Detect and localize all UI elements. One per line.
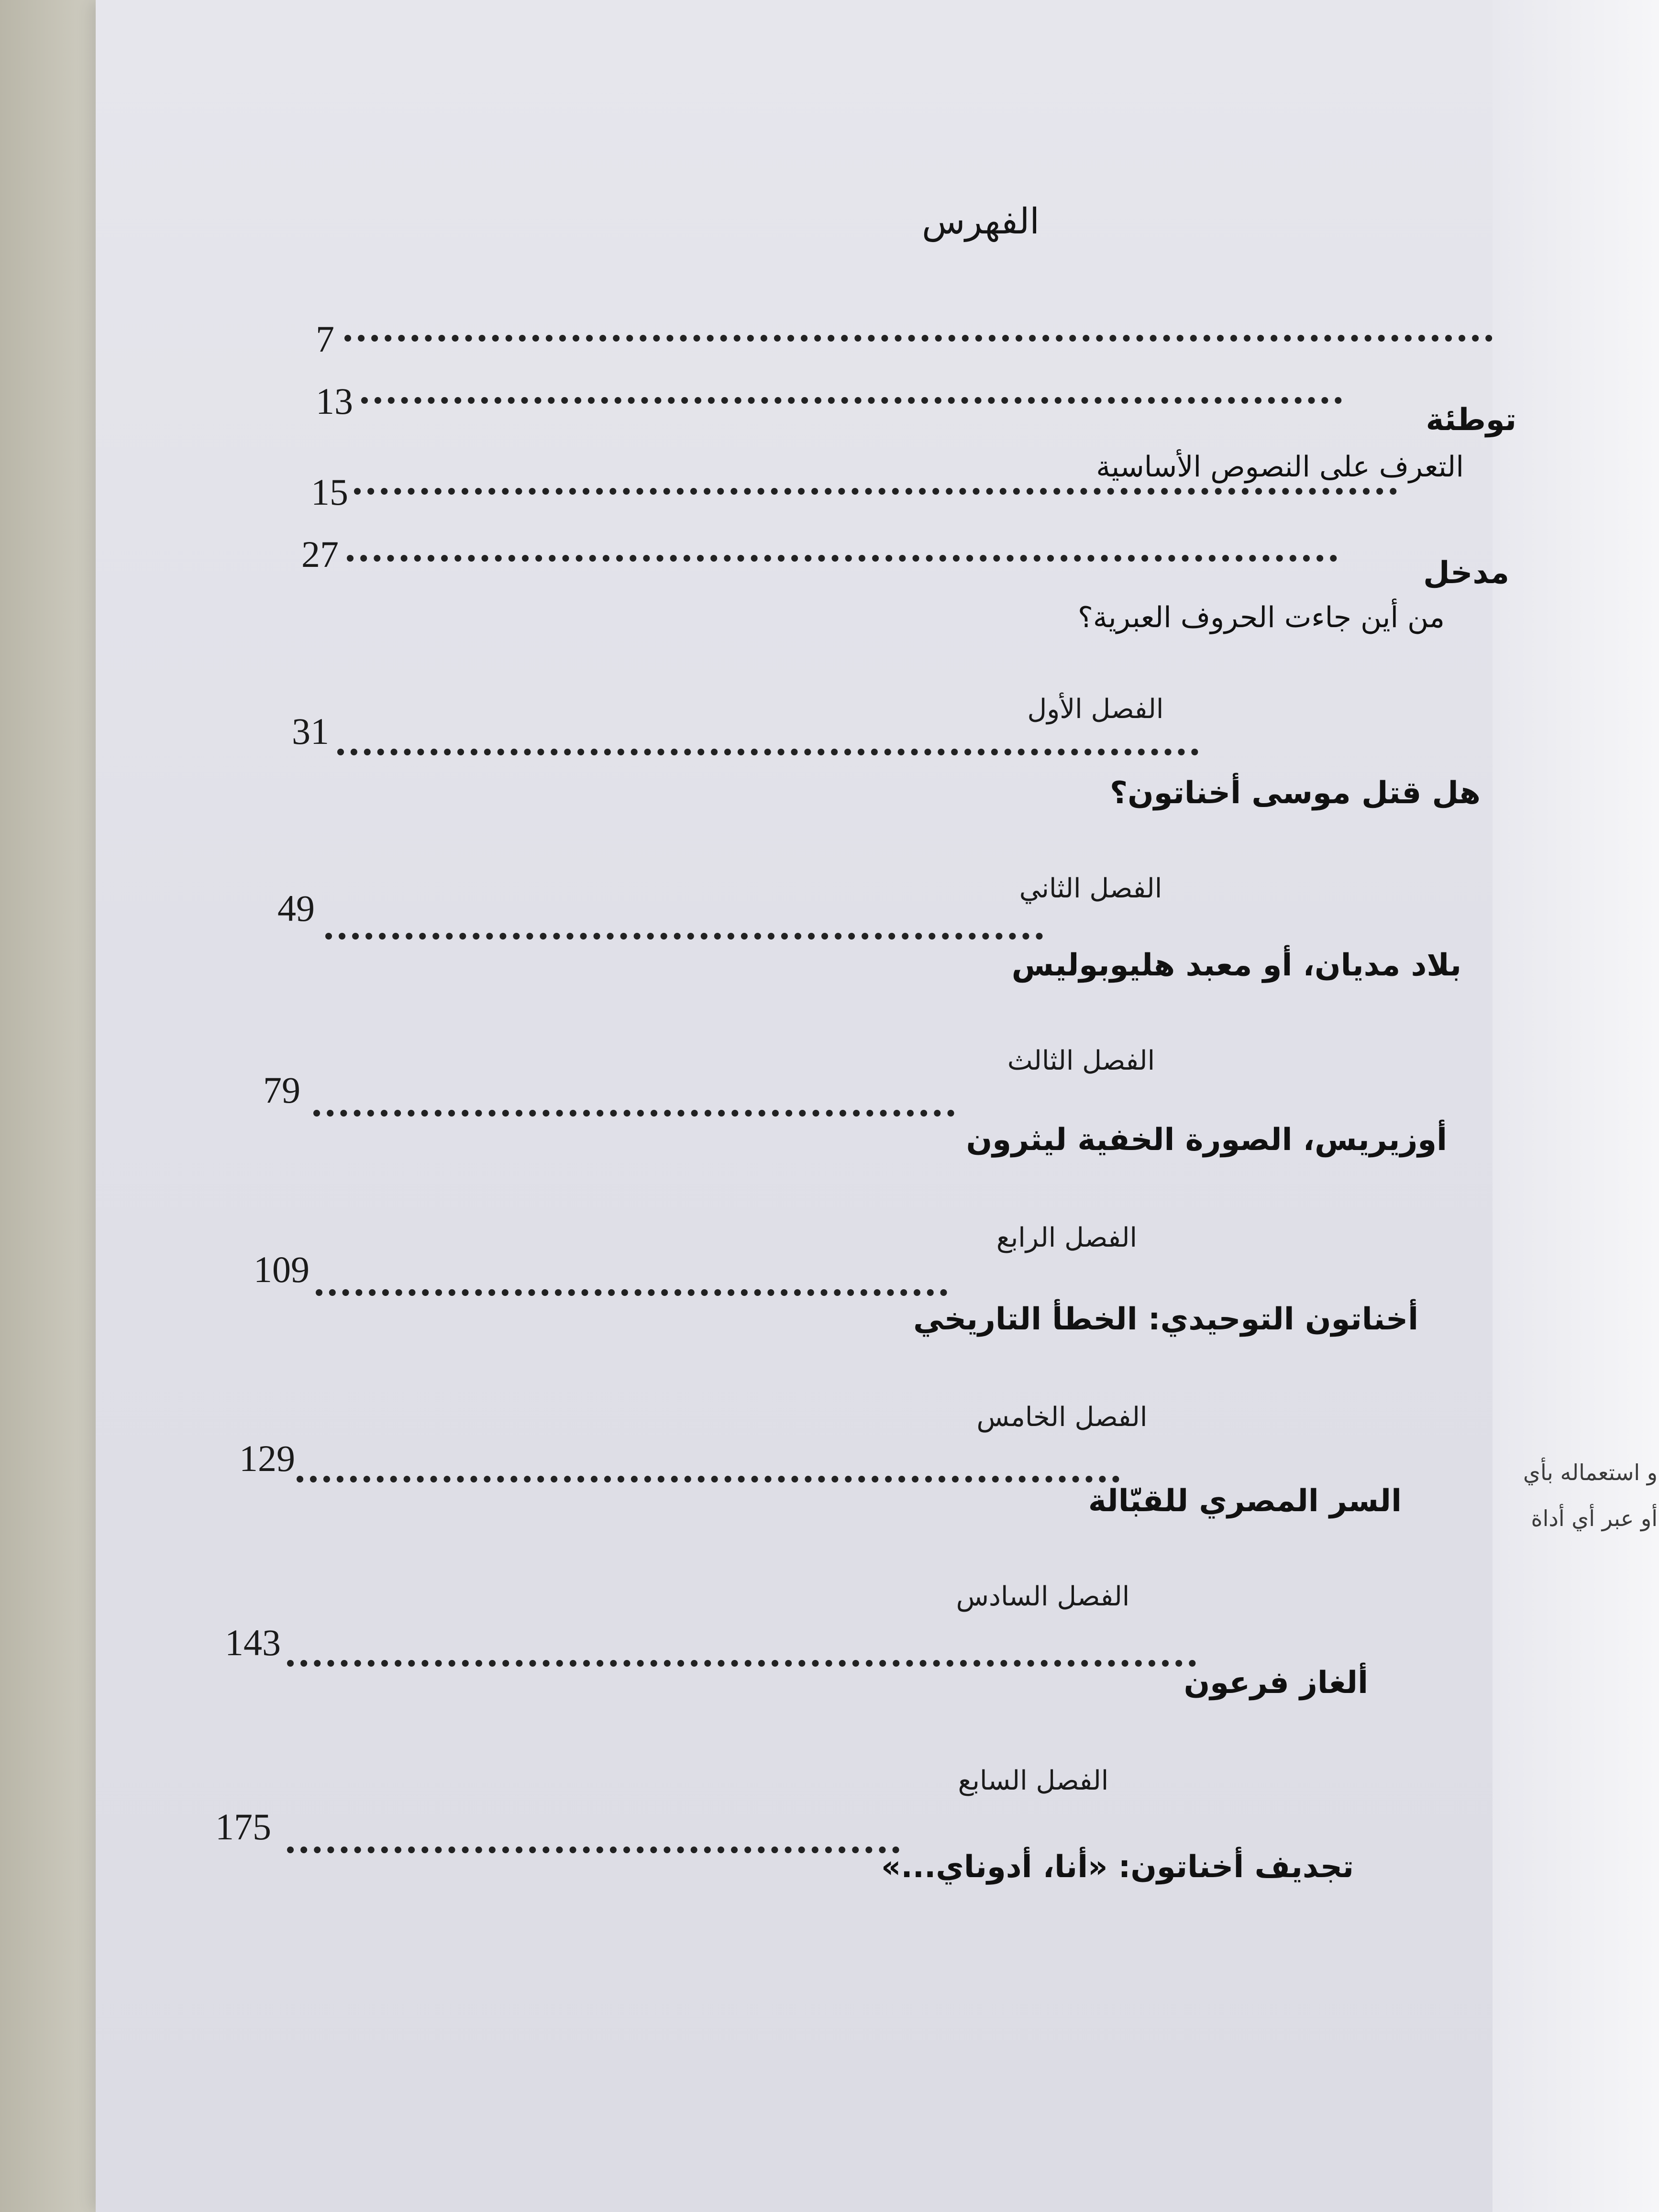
toc-chapter-heading: الفصل السادس bbox=[956, 1581, 1130, 1612]
toc-chapter-heading: الفصل الثاني bbox=[1019, 873, 1162, 904]
toc-page-number: 31 bbox=[292, 710, 329, 752]
table-of-contents bbox=[96, 0, 1607, 2212]
toc-chapter-heading: الفصل الثالث bbox=[1007, 1045, 1155, 1076]
toc-leader bbox=[361, 397, 1342, 404]
toc-leader bbox=[344, 335, 1493, 342]
toc-page-number: 7 bbox=[316, 318, 334, 360]
toc-entry-label: مدخل bbox=[1423, 555, 1509, 591]
toc-page-number: 109 bbox=[254, 1249, 310, 1290]
toc-entry-label: هل قتل موسى أخناتون؟ bbox=[1109, 775, 1481, 811]
toc-chapter-heading: الفصل الرابع bbox=[996, 1222, 1138, 1253]
toc-chapter-heading: الفصل الخامس bbox=[976, 1402, 1148, 1433]
toc-leader bbox=[325, 933, 1043, 940]
toc-leader bbox=[337, 749, 1198, 755]
toc-page-number: 129 bbox=[239, 1438, 295, 1479]
adjacent-line: و استعماله بأي bbox=[1523, 1460, 1658, 1485]
toc-page-number: 175 bbox=[215, 1806, 271, 1847]
toc-page-number: 27 bbox=[301, 533, 339, 575]
adjacent-line: أو عبر أي أداة bbox=[1531, 1505, 1658, 1531]
toc-page-number: 15 bbox=[311, 471, 348, 513]
toc-page-number: 143 bbox=[225, 1622, 281, 1663]
toc-leader bbox=[354, 488, 1397, 495]
toc-title: الفهرس bbox=[922, 201, 1040, 242]
toc-leader bbox=[347, 555, 1337, 562]
toc-leader bbox=[287, 1660, 1196, 1667]
toc-entry-label: أوزيريس، الصورة الخفية ليثرون bbox=[966, 1122, 1447, 1158]
toc-entry-label: توطئة bbox=[1426, 402, 1516, 438]
toc-leader bbox=[287, 1847, 899, 1853]
toc-page-number: 13 bbox=[316, 380, 353, 422]
toc-page-number: 49 bbox=[277, 887, 315, 929]
toc-entry-label: ألغاز فرعون bbox=[1183, 1665, 1368, 1701]
toc-page-number: 79 bbox=[263, 1069, 300, 1111]
toc-entry-label: بلاد مديان، أو معبد هليوبوليس bbox=[1011, 948, 1461, 983]
toc-chapter-heading: الفصل السابع bbox=[958, 1765, 1109, 1796]
toc-leader bbox=[313, 1110, 954, 1117]
toc-leader bbox=[297, 1476, 1119, 1482]
toc-entry-label: من أين جاءت الحروف العبرية؟ bbox=[1078, 601, 1445, 634]
toc-entry-label: أخناتون التوحيدي: الخطأ التاريخي bbox=[913, 1302, 1418, 1337]
toc-entry-label: تجديف أخناتون: «أنا، أدوناي...» bbox=[881, 1849, 1354, 1885]
toc-chapter-heading: الفصل الأول bbox=[1027, 694, 1164, 725]
toc-entry-label: التعرف على النصوص الأساسية bbox=[1096, 450, 1464, 484]
toc-entry-label: السر المصري للقبّالة bbox=[1088, 1483, 1402, 1519]
toc-leader bbox=[316, 1289, 947, 1296]
